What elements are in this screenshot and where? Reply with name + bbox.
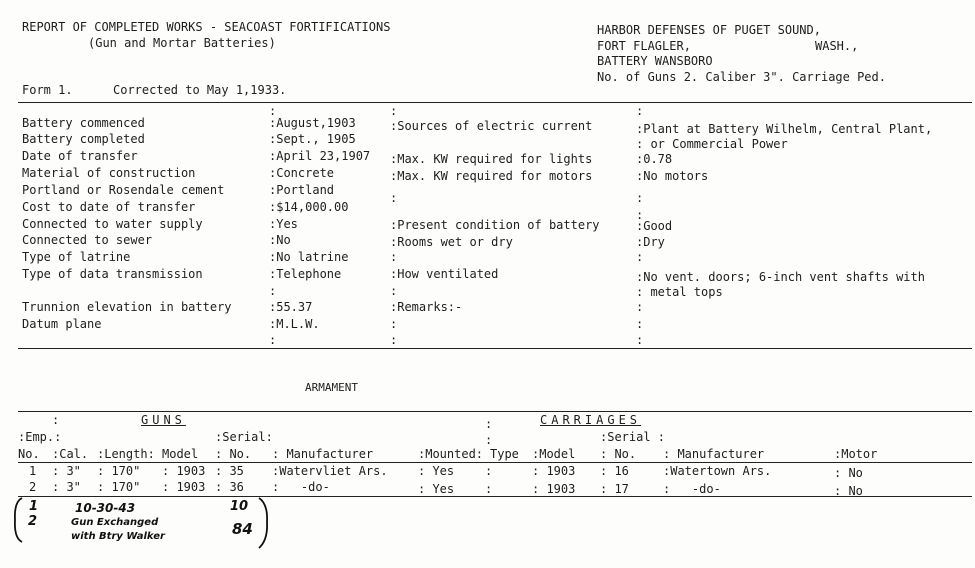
- cell-mounted: : Yes: [418, 464, 455, 478]
- guns-caliber-line: No. of Guns 2. Caliber 3". Carriage Ped.: [597, 70, 886, 84]
- cell-carriage-manufacturer: : -do-: [663, 482, 721, 496]
- table-colon: :: [485, 433, 493, 447]
- carriages-heading-text: CARRIAGES: [540, 413, 642, 427]
- top-divider: [18, 102, 972, 103]
- fort-name: FORT FLAGLER,: [597, 39, 691, 53]
- column-colon: :: [390, 250, 398, 264]
- column-colon: :: [269, 104, 277, 118]
- cell-manufacturer: :Watervliet Ars.: [272, 464, 388, 478]
- hw-number-84: 84: [232, 520, 253, 538]
- col-motor: :Motor: [834, 447, 878, 461]
- guns-heading: [141, 412, 186, 428]
- hw-entry-two: 2: [28, 514, 38, 529]
- field-label: Type of data transmission: [22, 267, 203, 281]
- column-colon: :: [269, 333, 277, 347]
- field-value: :0.78: [636, 152, 673, 166]
- col-type: Type: [490, 447, 519, 461]
- field-label: :Rooms wet or dry: [390, 235, 513, 249]
- field-value: :Yes: [269, 217, 298, 231]
- cell-serial: : 35: [215, 464, 244, 478]
- field-value: :Concrete: [269, 166, 335, 180]
- field-value: :$14,000.00: [269, 200, 349, 214]
- cell-cal: : 3": [52, 464, 81, 478]
- column-colon: :: [636, 250, 644, 264]
- table-colon: :: [485, 417, 493, 431]
- field-value: :No vent. doors; 6-inch vent shafts with: [636, 270, 925, 284]
- field-value: :M.L.W.: [269, 317, 320, 331]
- column-colon: :: [636, 191, 644, 205]
- cell-motor: : No: [834, 466, 863, 480]
- field-value: :Telephone: [269, 267, 342, 281]
- hw-number-ten: 10: [230, 499, 249, 514]
- left-brace: [10, 496, 26, 544]
- middle-divider: [18, 348, 972, 349]
- field-label: Battery completed: [22, 132, 145, 146]
- field-value: : metal tops: [636, 285, 723, 299]
- column-colon: :: [636, 104, 644, 118]
- field-value: :No motors: [636, 169, 709, 183]
- hw-with-battery: with Btry Walker: [71, 531, 165, 542]
- column-colon: :: [636, 333, 644, 347]
- field-label: Connected to water supply: [22, 217, 203, 231]
- guns-heading-text: GUNS: [141, 413, 186, 427]
- field-label: :Remarks:-: [390, 300, 463, 314]
- column-colon: :: [390, 333, 398, 347]
- emp-label: :Emp.:: [18, 430, 62, 444]
- field-value: :55.37: [269, 300, 313, 314]
- cell-serial: : 36: [215, 480, 244, 494]
- hw-date: 10-30-43: [75, 501, 136, 515]
- cell-carriage-no: : 17: [600, 482, 629, 496]
- column-colon: :: [269, 284, 277, 298]
- cell-length: : 170": [97, 464, 141, 478]
- field-value: :No: [269, 233, 291, 247]
- field-value: :Dry: [636, 235, 665, 249]
- table-colon: :: [52, 413, 60, 427]
- corrected-date: Corrected to May 1,1933.: [113, 83, 287, 97]
- field-value: :April 23,1907: [269, 149, 371, 163]
- cell-carriage-model: : 1903: [532, 482, 576, 496]
- col-cal: :Cal.: [52, 447, 89, 461]
- col-length: :Length:: [97, 447, 155, 461]
- right-brace: [256, 496, 272, 550]
- cell-carriage-no: : 16: [600, 464, 629, 478]
- form-number: Form 1.: [22, 83, 73, 97]
- field-label: Type of latrine: [22, 250, 131, 264]
- state-name: WASH.,: [815, 39, 859, 53]
- harbor-defenses-label: HARBOR DEFENSES OF PUGET SOUND,: [597, 23, 821, 37]
- field-value: :Sept., 1905: [269, 132, 356, 146]
- field-value: :No latrine: [269, 250, 349, 264]
- field-label: :How ventilated: [390, 267, 499, 281]
- cell-type: :: [485, 464, 493, 478]
- field-value: :Good: [636, 219, 673, 233]
- field-label: Trunnion elevation in battery: [22, 300, 232, 314]
- col-carriage-manufacturer: : Manufacturer: [663, 447, 765, 461]
- field-label: Material of construction: [22, 166, 196, 180]
- carriage-serial-label: :Serial :: [600, 430, 666, 444]
- cell-motor: : No: [834, 484, 863, 498]
- gun-serial-label: :Serial:: [215, 430, 273, 444]
- cell-no: 2: [29, 480, 37, 494]
- field-value: : or Commercial Power: [636, 137, 788, 151]
- hw-entry-one: 1: [29, 499, 39, 514]
- cell-model: : 1903: [162, 464, 206, 478]
- column-colon: :: [636, 208, 644, 222]
- cell-carriage-manufacturer: :Watertown Ars.: [663, 464, 772, 478]
- column-colon: :: [390, 317, 398, 331]
- battery-name: BATTERY WANSBORO: [597, 54, 713, 68]
- field-label: :Present condition of battery: [390, 218, 600, 232]
- cell-carriage-model: : 1903: [532, 464, 576, 478]
- field-label: :Max. KW required for motors: [390, 169, 593, 183]
- column-colon: :: [390, 191, 398, 205]
- col-mounted: :Mounted:: [418, 447, 484, 461]
- hw-gun-exchanged: Gun Exchanged: [71, 517, 159, 528]
- field-value: :Portland: [269, 183, 335, 197]
- field-value: :August,1903: [269, 116, 356, 130]
- carriages-heading: [540, 412, 641, 428]
- col-carriage-model: :Model: [532, 447, 576, 461]
- field-label: :Max. KW required for lights: [390, 152, 593, 166]
- field-label: Cost to date of transfer: [22, 200, 196, 214]
- field-label: Datum plane: [22, 317, 102, 331]
- field-value: :Plant at Battery Wilhelm, Central Plant,: [636, 122, 933, 136]
- column-colon: :: [390, 104, 398, 118]
- field-label: Battery commenced: [22, 116, 145, 130]
- col-serial-no: : No.: [215, 447, 252, 461]
- field-label: Connected to sewer: [22, 233, 153, 247]
- armament-title: ARMAMENT: [305, 381, 358, 394]
- cell-type: :: [485, 482, 493, 496]
- report-subtitle: (Gun and Mortar Batteries): [88, 36, 276, 50]
- column-colon: :: [390, 284, 398, 298]
- cell-mounted: : Yes: [418, 482, 455, 496]
- cell-no: 1: [29, 464, 37, 478]
- cell-model: : 1903: [162, 480, 206, 494]
- field-label: Portland or Rosendale cement: [22, 183, 225, 197]
- cell-length: : 170": [97, 480, 141, 494]
- report-title: REPORT OF COMPLETED WORKS - SEACOAST FORTIFICATIONS: [22, 20, 391, 34]
- col-manufacturer: : Manufacturer: [272, 447, 374, 461]
- column-colon: :: [636, 317, 644, 331]
- cell-cal: : 3": [52, 480, 81, 494]
- field-label: Date of transfer: [22, 149, 138, 163]
- col-no: No.: [18, 447, 40, 461]
- col-carriage-no: : No.: [600, 447, 637, 461]
- column-colon: :: [636, 300, 644, 314]
- field-label: :Sources of electric current: [390, 119, 593, 133]
- col-model: Model: [162, 447, 199, 461]
- table-bottom-divider: [18, 496, 972, 497]
- cell-manufacturer: : -do-: [272, 480, 330, 494]
